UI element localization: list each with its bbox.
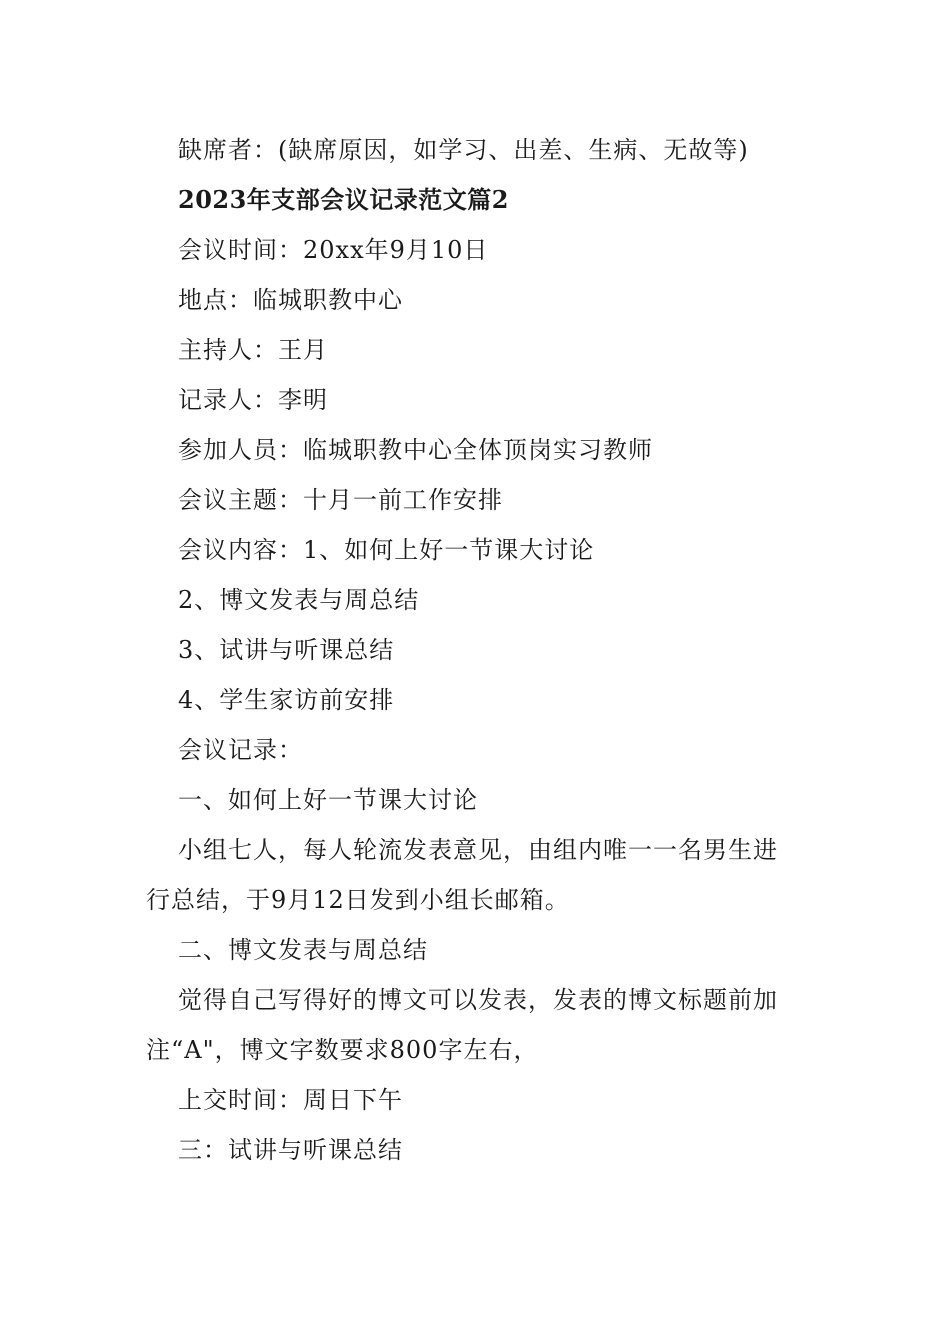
section-heading: 2023年支部会议记录范文篇2 (178, 185, 509, 214)
record-section-1-paragraph-cont: 行总结，于9月12日发到小组长邮箱。 (146, 886, 570, 914)
record-section-1-paragraph: 小组七人，每人轮流发表意见，由组内唯一一名男生进 (178, 836, 778, 864)
recorder-line: 记录人：李明 (178, 386, 328, 414)
host-line: 主持人：王月 (178, 336, 328, 364)
submission-time-line: 上交时间：周日下午 (178, 1086, 403, 1114)
record-section-2-paragraph-cont: 注“A"，博文字数要求800字左右， (146, 1036, 539, 1064)
location-line: 地点：临城职教中心 (178, 286, 403, 314)
record-section-2-title: 二、博文发表与周总结 (178, 936, 428, 964)
record-section-3-title: 三：试讲与听课总结 (178, 1136, 403, 1164)
record-section-2-paragraph: 觉得自己写得好的博文可以发表，发表的博文标题前加 (178, 986, 778, 1014)
content-item-4: 4、学生家访前安排 (178, 686, 395, 714)
meeting-record-label: 会议记录： (178, 736, 303, 764)
content-item-3: 3、试讲与听课总结 (178, 636, 395, 664)
record-section-1-title: 一、如何上好一节课大讨论 (178, 786, 478, 814)
meeting-topic-line: 会议主题：十月一前工作安排 (178, 486, 503, 514)
absentees-line: 缺席者：(缺席原因，如学习、出差、生病、无故等) (178, 136, 749, 164)
meeting-time-line: 会议时间：20xx年9月10日 (178, 236, 489, 264)
content-item-2: 2、博文发表与周总结 (178, 586, 420, 614)
meeting-content-line: 会议内容：1、如何上好一节课大讨论 (178, 536, 595, 564)
participants-line: 参加人员：临城职教中心全体顶岗实习教师 (178, 436, 653, 464)
